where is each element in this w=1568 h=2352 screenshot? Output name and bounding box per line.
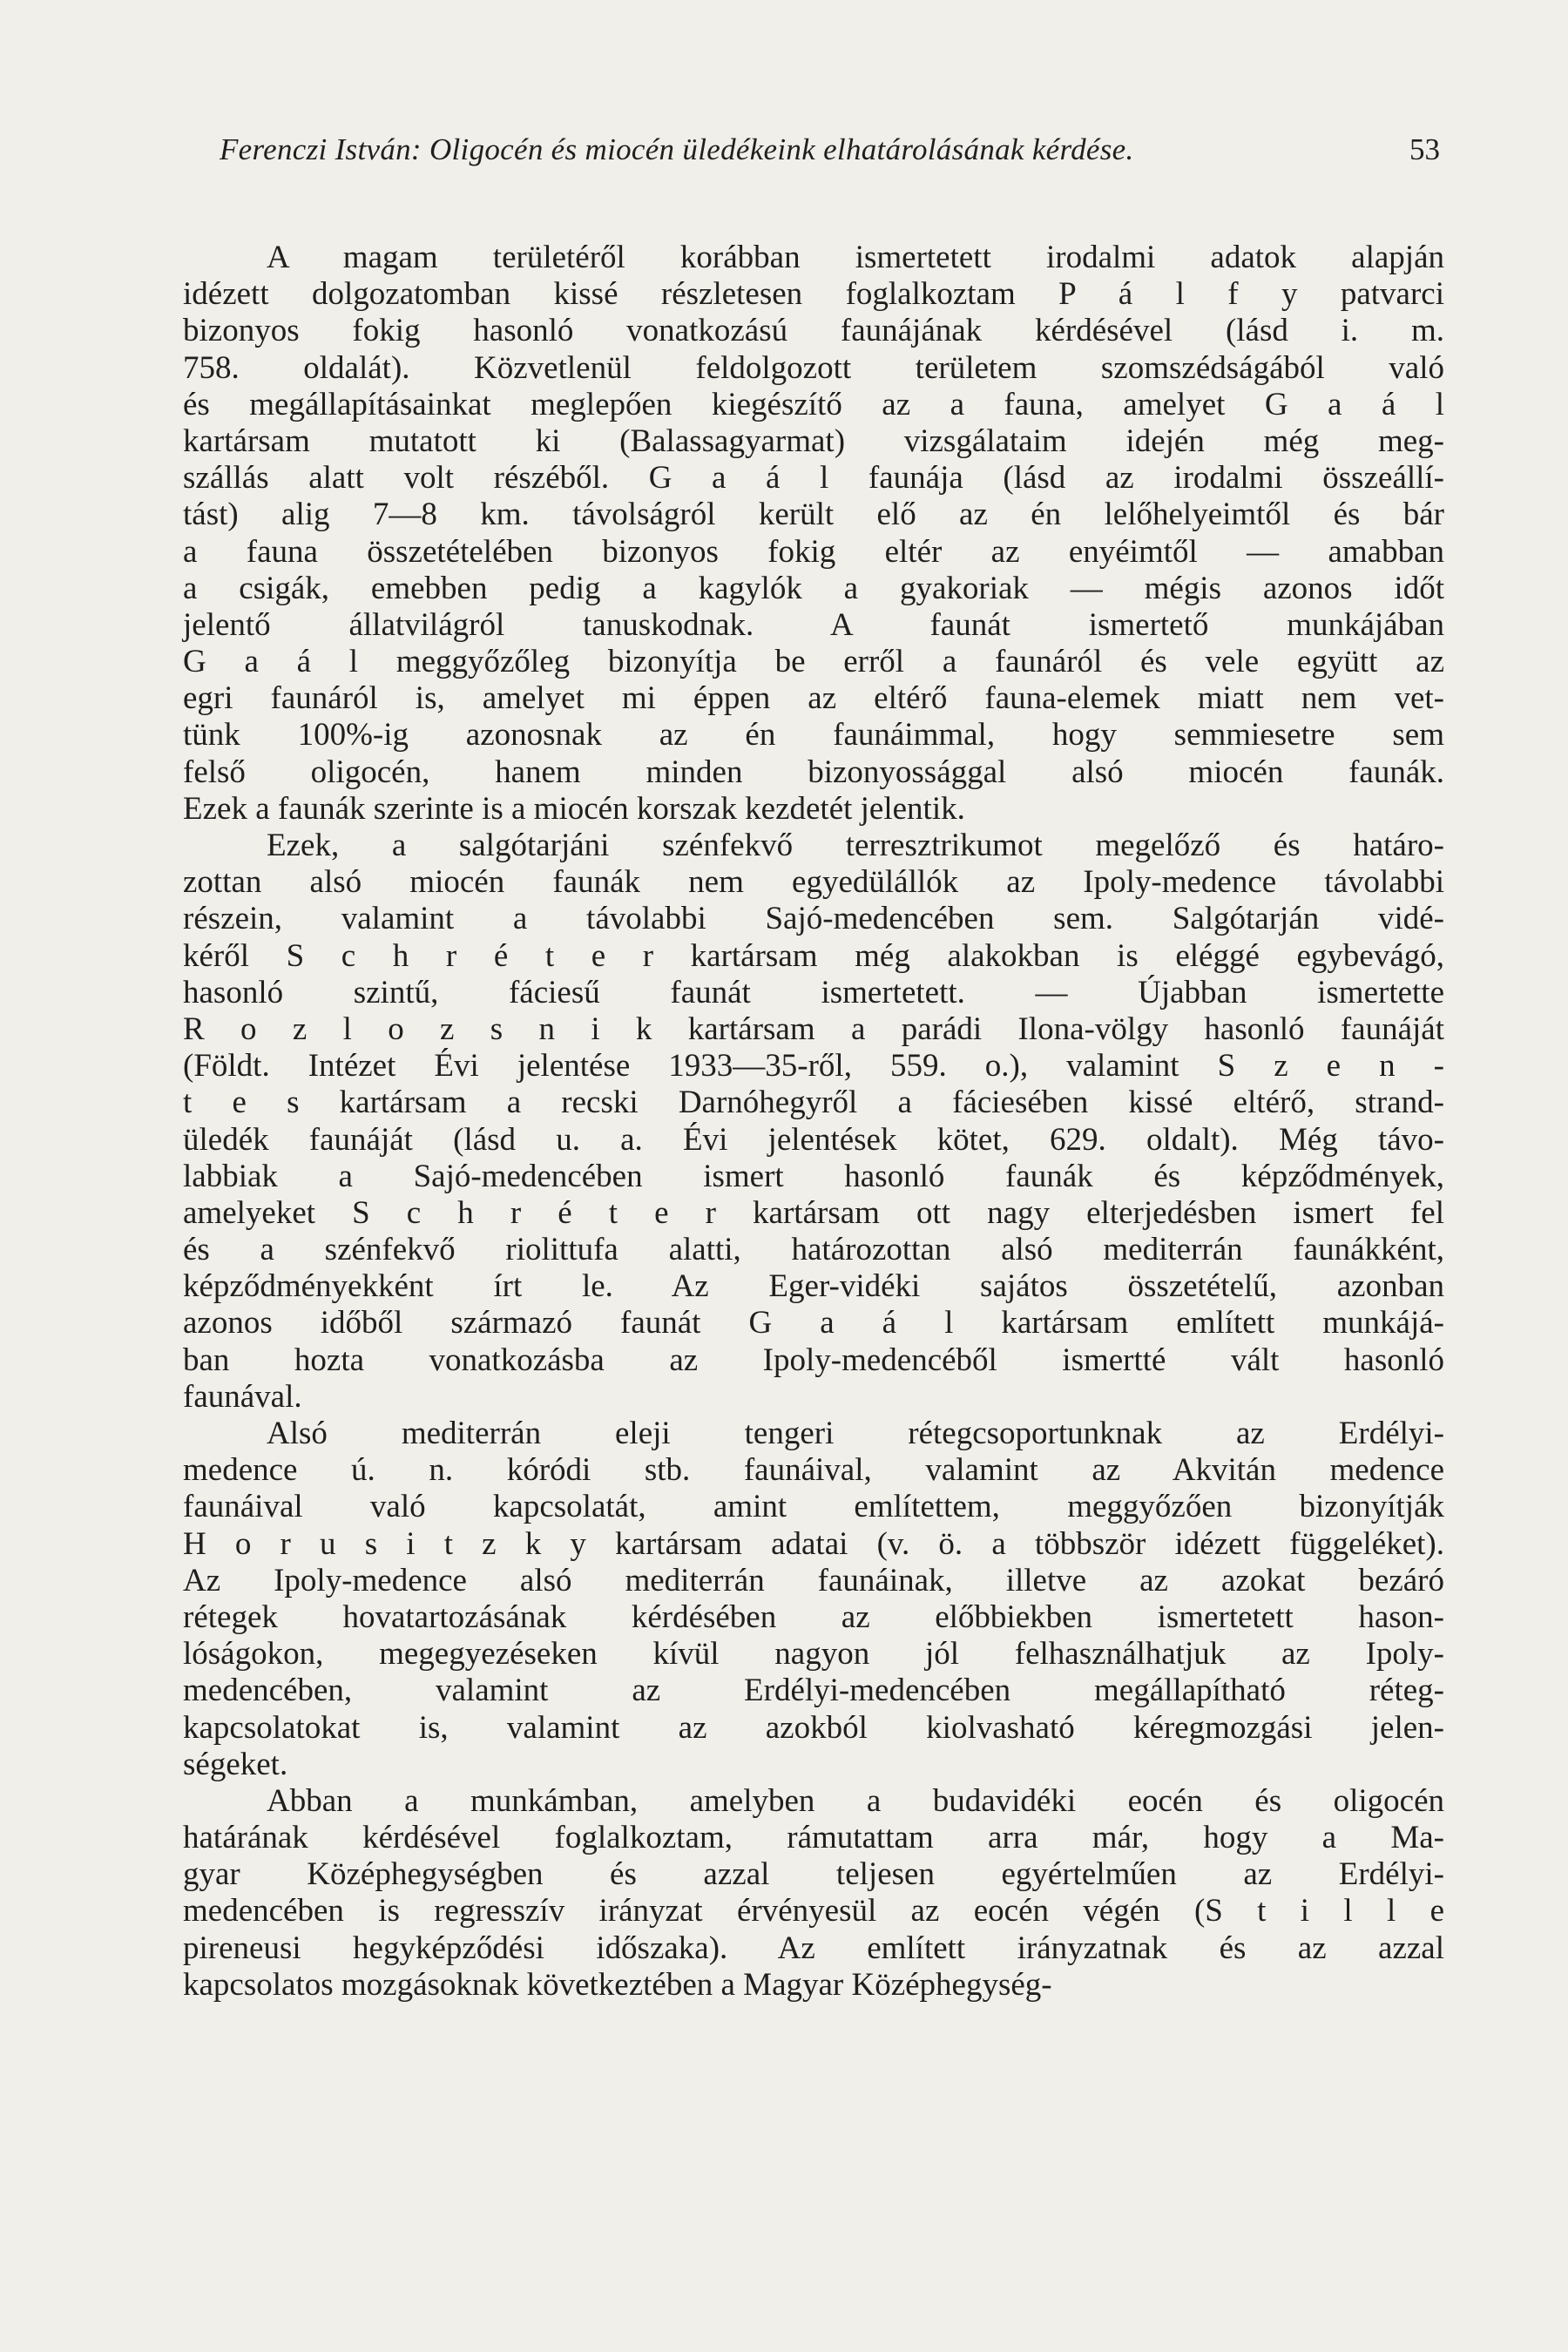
text-line: és a szénfekvő riolittufa alatti, határozottan alsó mediterrán faunákként, xyxy=(183,1232,1444,1268)
text-line: felső oligocén, hanem minden bizonyossággal alsó miocén faunák. xyxy=(183,754,1444,790)
text-line: medencében is regresszív irányzat érvényesül az eocén végén (S t i l l e xyxy=(183,1893,1444,1930)
text-line: kéről S c h r é t e r kartársam még alakokban is eléggé egybevágó, xyxy=(183,937,1444,974)
text-line: Ezek a faunák szerinte is a miocén korszak kezdetét jelentik. xyxy=(183,790,965,827)
text-line: faunával. xyxy=(183,1378,302,1415)
text-line: azonos időből származó faunát G a á l kartársam említett munkájá- xyxy=(183,1305,1444,1342)
text-line: zottan alsó miocén faunák nem egyedülállók az Ipoly-medence távolabbi xyxy=(183,864,1444,901)
body-text xyxy=(183,240,1444,2004)
text-line: R o z l o z s n i k kartársam a parádi Ilona-völgy hasonló faunáját xyxy=(183,1010,1444,1047)
text-line: faunáival való kapcsolatát, amint említettem, meggyőzően bizonyítják xyxy=(183,1489,1444,1525)
text-line: határának kérdésével foglalkoztam, rámutattam arra már, hogy a Ma- xyxy=(183,1820,1444,1856)
text-line: részein, valamint a távolabbi Sajó-medencében sem. Salgótarján vidé- xyxy=(183,901,1444,937)
running-header xyxy=(0,132,1568,185)
text-line: amelyeket S c h r é t e r kartársam ott nagy elterjedésben ismert fel xyxy=(183,1194,1444,1231)
text-line: jelentő állatvilágról tanuskodnak. A faunát ismertető munkájában xyxy=(183,606,1444,643)
text-line: üledék faunáját (lásd u. a. Évi jelentések kötet, 629. oldalt). Még távo- xyxy=(183,1121,1444,1158)
text-line: A magam területéről korábban ismertetett irodalmi adatok alapján xyxy=(267,240,1444,275)
text-line: kapcsolatokat is, valamint az azokból kiolvasható kéregmozgási jelen- xyxy=(183,1709,1444,1746)
text-line: ban hozta vonatkozásba az Ipoly-medencéből ismertté vált hasonló xyxy=(183,1342,1444,1378)
text-line: G a á l meggyőzőleg bizonyítja be erről a faunáról és vele együtt az xyxy=(183,644,1444,680)
text-line: lóságokon, megegyezéseken kívül nagyon jól felhasználhatjuk az Ipoly- xyxy=(183,1636,1444,1673)
text-line: a fauna összetételében bizonyos fokig eltér az enyéimtől — amabban xyxy=(183,533,1444,570)
text-line: (Földt. Intézet Évi jelentése 1933—35-ről, 559. o.), valamint S z e n - xyxy=(183,1048,1444,1085)
paragraph xyxy=(183,1783,1444,2004)
paragraph xyxy=(183,1416,1444,1783)
text-line: medence ú. n. kóródi stb. faunáival, valamint az Akvitán medence xyxy=(183,1452,1444,1489)
text-line: ségeket. xyxy=(183,1746,288,1782)
text-line: Abban a munkámban, amelyben a budavidéki eocén és oligocén xyxy=(267,1782,1444,1819)
page-number: 53 xyxy=(1409,132,1440,166)
text-line: bizonyos fokig hasonló vonatkozású faunájának kérdésével (lásd i. m. xyxy=(183,313,1444,349)
text-line: 758. oldalát). Közvetlenül feldolgozott területem szomszédságából való xyxy=(183,349,1444,386)
text-line: t e s kartársam a recski Darnóhegyről a fáciesében kissé eltérő, strand- xyxy=(183,1085,1444,1121)
text-line: gyar Középhegységben és azzal teljesen egyértelműen az Erdélyi- xyxy=(183,1856,1444,1893)
text-line: kapcsolatos mozgásoknak következtében a Magyar Középhegység- xyxy=(183,1966,1052,2003)
text-line: képződményekként írt le. Az Eger-vidéki sajátos összetételű, azonban xyxy=(183,1268,1444,1305)
text-line: Az Ipoly-medence alsó mediterrán faunáinak, illetve az azokat bezáró xyxy=(183,1562,1444,1598)
paragraph xyxy=(183,828,1444,1416)
text-line: pireneusi hegyképződési időszaka). Az említett irányzatnak és az azzal xyxy=(183,1930,1444,1966)
text-line: egri faunáról is, amelyet mi éppen az eltérő fauna-elemek miatt nem vet- xyxy=(183,680,1444,717)
text-line: szállás alatt volt részéből. G a á l faunája (lásd az irodalmi összeállí- xyxy=(183,460,1444,497)
text-line: Alsó mediterrán eleji tengeri rétegcsoportunknak az Erdélyi- xyxy=(267,1416,1444,1451)
text-line: hasonló szintű, fáciesű faunát ismertetett. — Újabban ismertette xyxy=(183,974,1444,1010)
text-line: kartársam mutatott ki (Balassagyarmat) vizsgálataim idején még meg- xyxy=(183,422,1444,459)
text-line: labbiak a Sajó-medencében ismert hasonló faunák és képződmények, xyxy=(183,1158,1444,1194)
text-line: H o r u s i t z k y kartársam adatai (v. ö. a többször idézett függeléket). xyxy=(183,1525,1444,1562)
header-title: Ferenczi István: Oligocén és miocén üledékeink elhatárolásának kérdése. xyxy=(220,132,1134,166)
text-line: idézett dolgozatomban kissé részletesen foglalkoztam P á l f y patvarci xyxy=(183,276,1444,313)
text-line: tást) alig 7—8 km. távolságról került elő az én lelőhelyeimtől és bár xyxy=(183,497,1444,533)
text-line: medencében, valamint az Erdélyi-medencében megállapítható réteg- xyxy=(183,1673,1444,1709)
text-line: és megállapításainkat meglepően kiegészítő az a fauna, amelyet G a á l xyxy=(183,386,1444,422)
text-line: Ezek, a salgótarjáni szénfekvő terresztrikumot megelőző és határo- xyxy=(267,828,1444,863)
text-line: tünk 100%-ig azonosnak az én faunáimmal, hogy semmiesetre sem xyxy=(183,717,1444,754)
text-line: a csigák, emebben pedig a kagylók a gyakoriak — mégis azonos időt xyxy=(183,570,1444,606)
text-line: rétegek hovatartozásának kérdésében az előbbiekben ismertetett hason- xyxy=(183,1598,1444,1635)
paragraph xyxy=(183,240,1444,828)
